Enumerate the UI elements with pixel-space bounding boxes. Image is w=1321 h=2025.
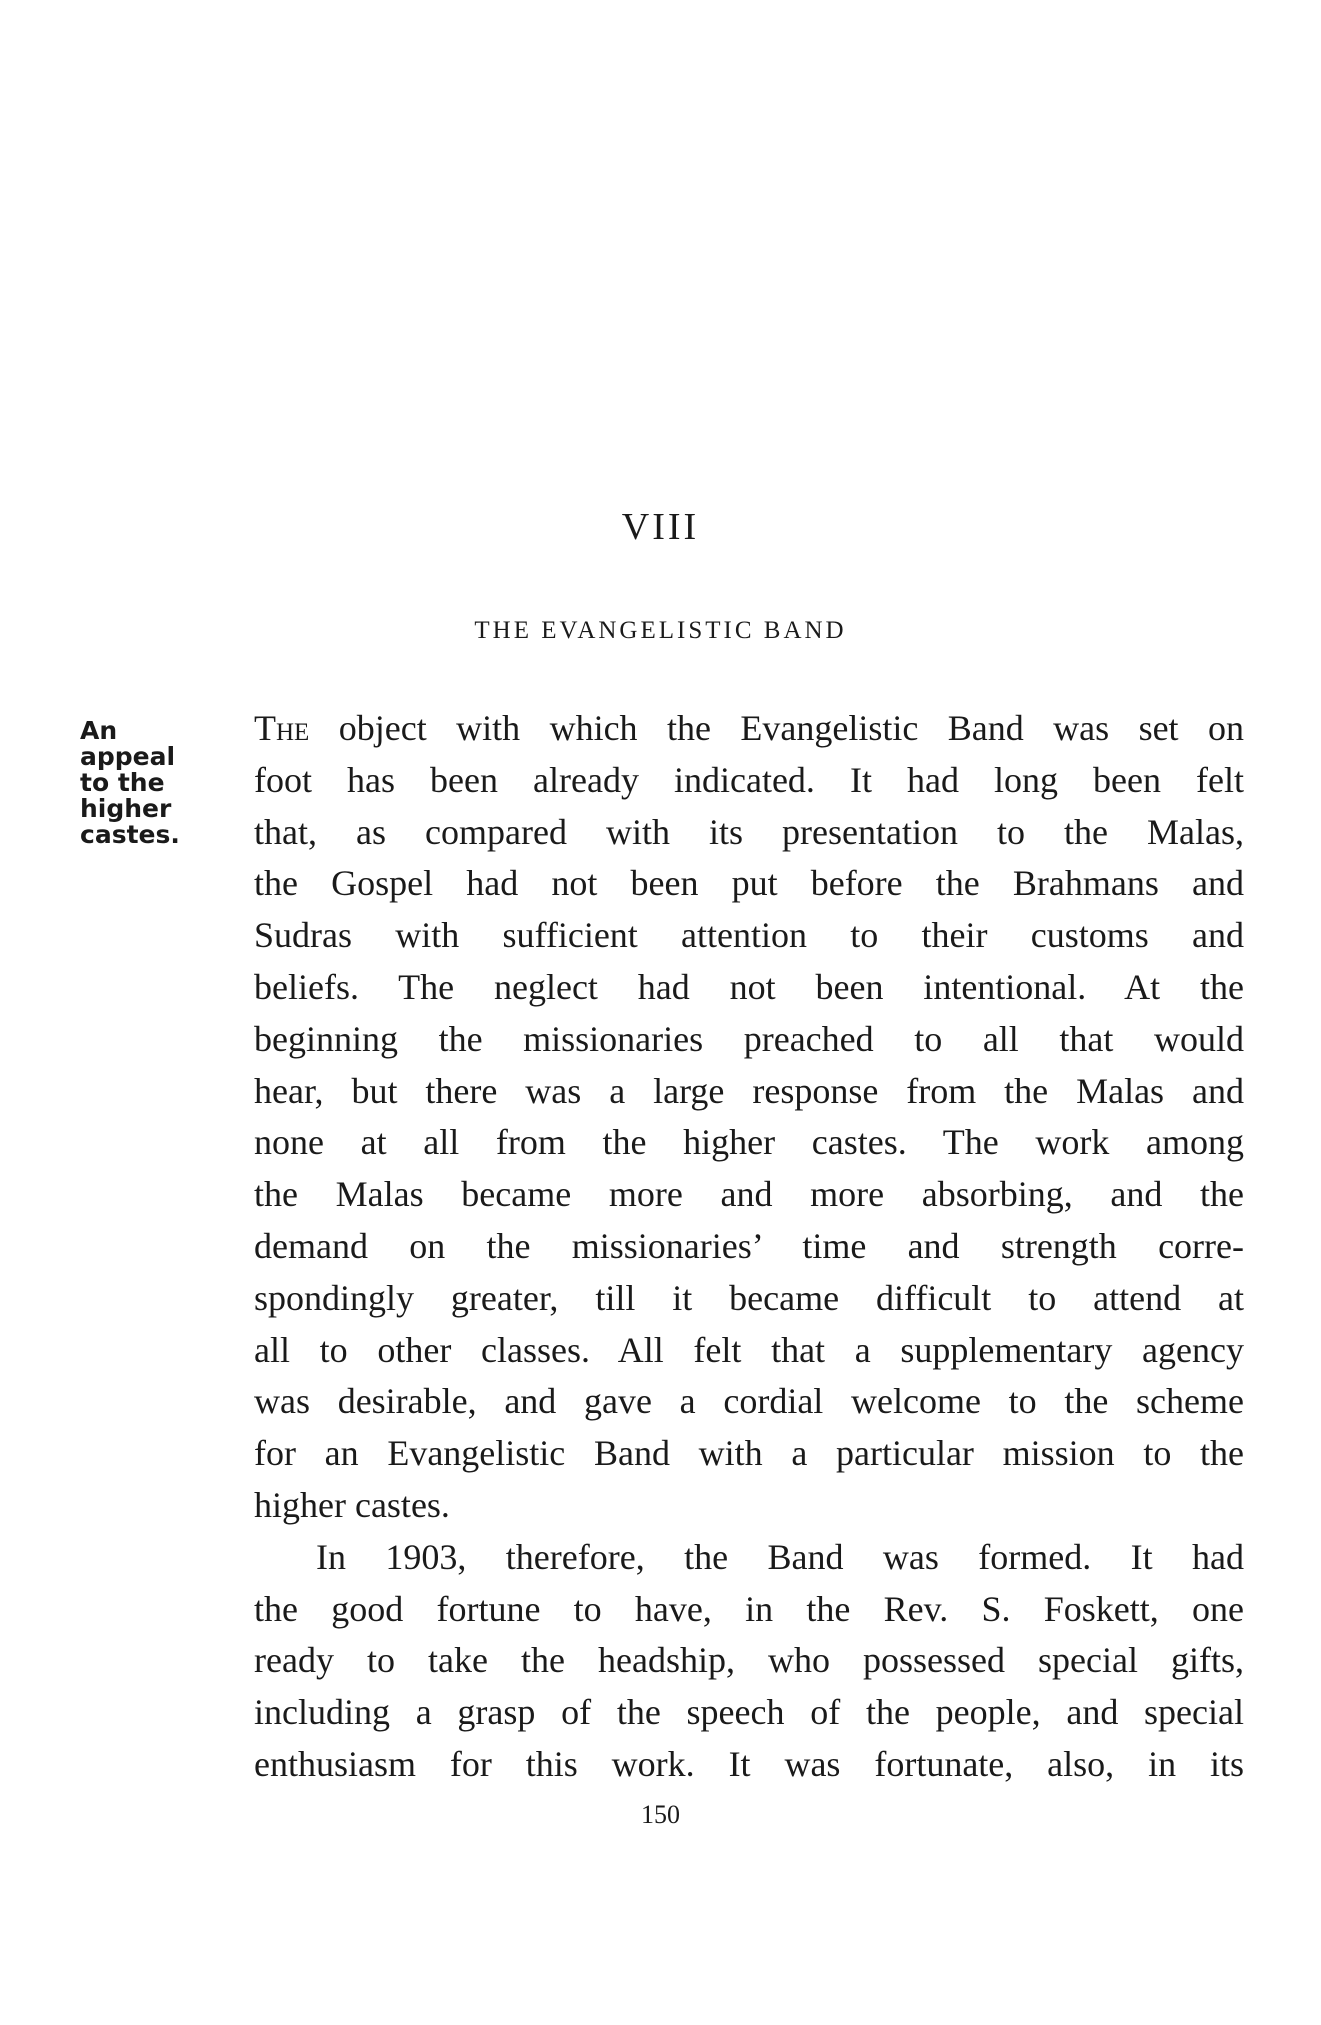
margin-note [80,718,190,848]
text-line: was desirable, and gave a cordial welcome to the scheme [254,1381,1244,1422]
margin-note-line: castes. [80,820,180,849]
text-line: none at all from the higher castes. The work among [254,1122,1244,1163]
body-text [254,703,1244,1791]
margin-note-line: to the [80,768,165,797]
text-line [254,703,1244,755]
paragraph [254,703,1244,1532]
text-line: enthusiasm for this work. It was fortunate, also, in its [254,1743,1244,1784]
paragraph [254,1532,1244,1791]
page-number: 150 [641,1800,680,1829]
text-line: beliefs. The neglect had not been intentional. At the [254,966,1244,1007]
opening-word: The [254,708,310,748]
text-line: that, as compared with its presentation to the Malas, [254,811,1244,852]
margin-note-line: An [80,716,118,745]
text-line: the Gospel had not been put before the Brahmans and [254,863,1244,904]
text-line: higher castes. [254,1484,450,1525]
text-line: spondingly greater, till it became difficult to attend at [254,1277,1244,1318]
text-line: including a grasp of the speech of the people, and special [254,1692,1244,1733]
text-line: foot has been already indicated. It had long been felt [254,759,1244,800]
chapter-title: THE EVANGELISTIC BAND [474,617,847,644]
text-line: Sudras with sufficient attention to their customs and [254,915,1244,956]
margin-note-line: appeal [80,742,176,771]
text-line: the good fortune to have, in the Rev. S. Foskett, one [254,1588,1244,1629]
text-line: all to other classes. All felt that a supplementary agency [254,1329,1244,1370]
text-line: for an Evangelistic Band with a particular mission to the [254,1433,1244,1474]
text-line: beginning the missionaries preached to all that would [254,1018,1244,1059]
text-line: In 1903, therefore, the Band was formed. It had [316,1536,1244,1577]
margin-note-line: higher [80,794,172,823]
text-line: ready to take the headship, who possessed special gifts, [254,1640,1244,1681]
text-line: hear, but there was a large response from the Malas and [254,1070,1244,1111]
chapter-number: VIII [621,506,700,548]
text-line: demand on the missionaries’ time and strength corre- [254,1225,1244,1266]
text-line: the Malas became more and more absorbing, and the [254,1174,1244,1215]
text-line-rest: object with which the Evangelistic Band was set on [309,708,1244,748]
